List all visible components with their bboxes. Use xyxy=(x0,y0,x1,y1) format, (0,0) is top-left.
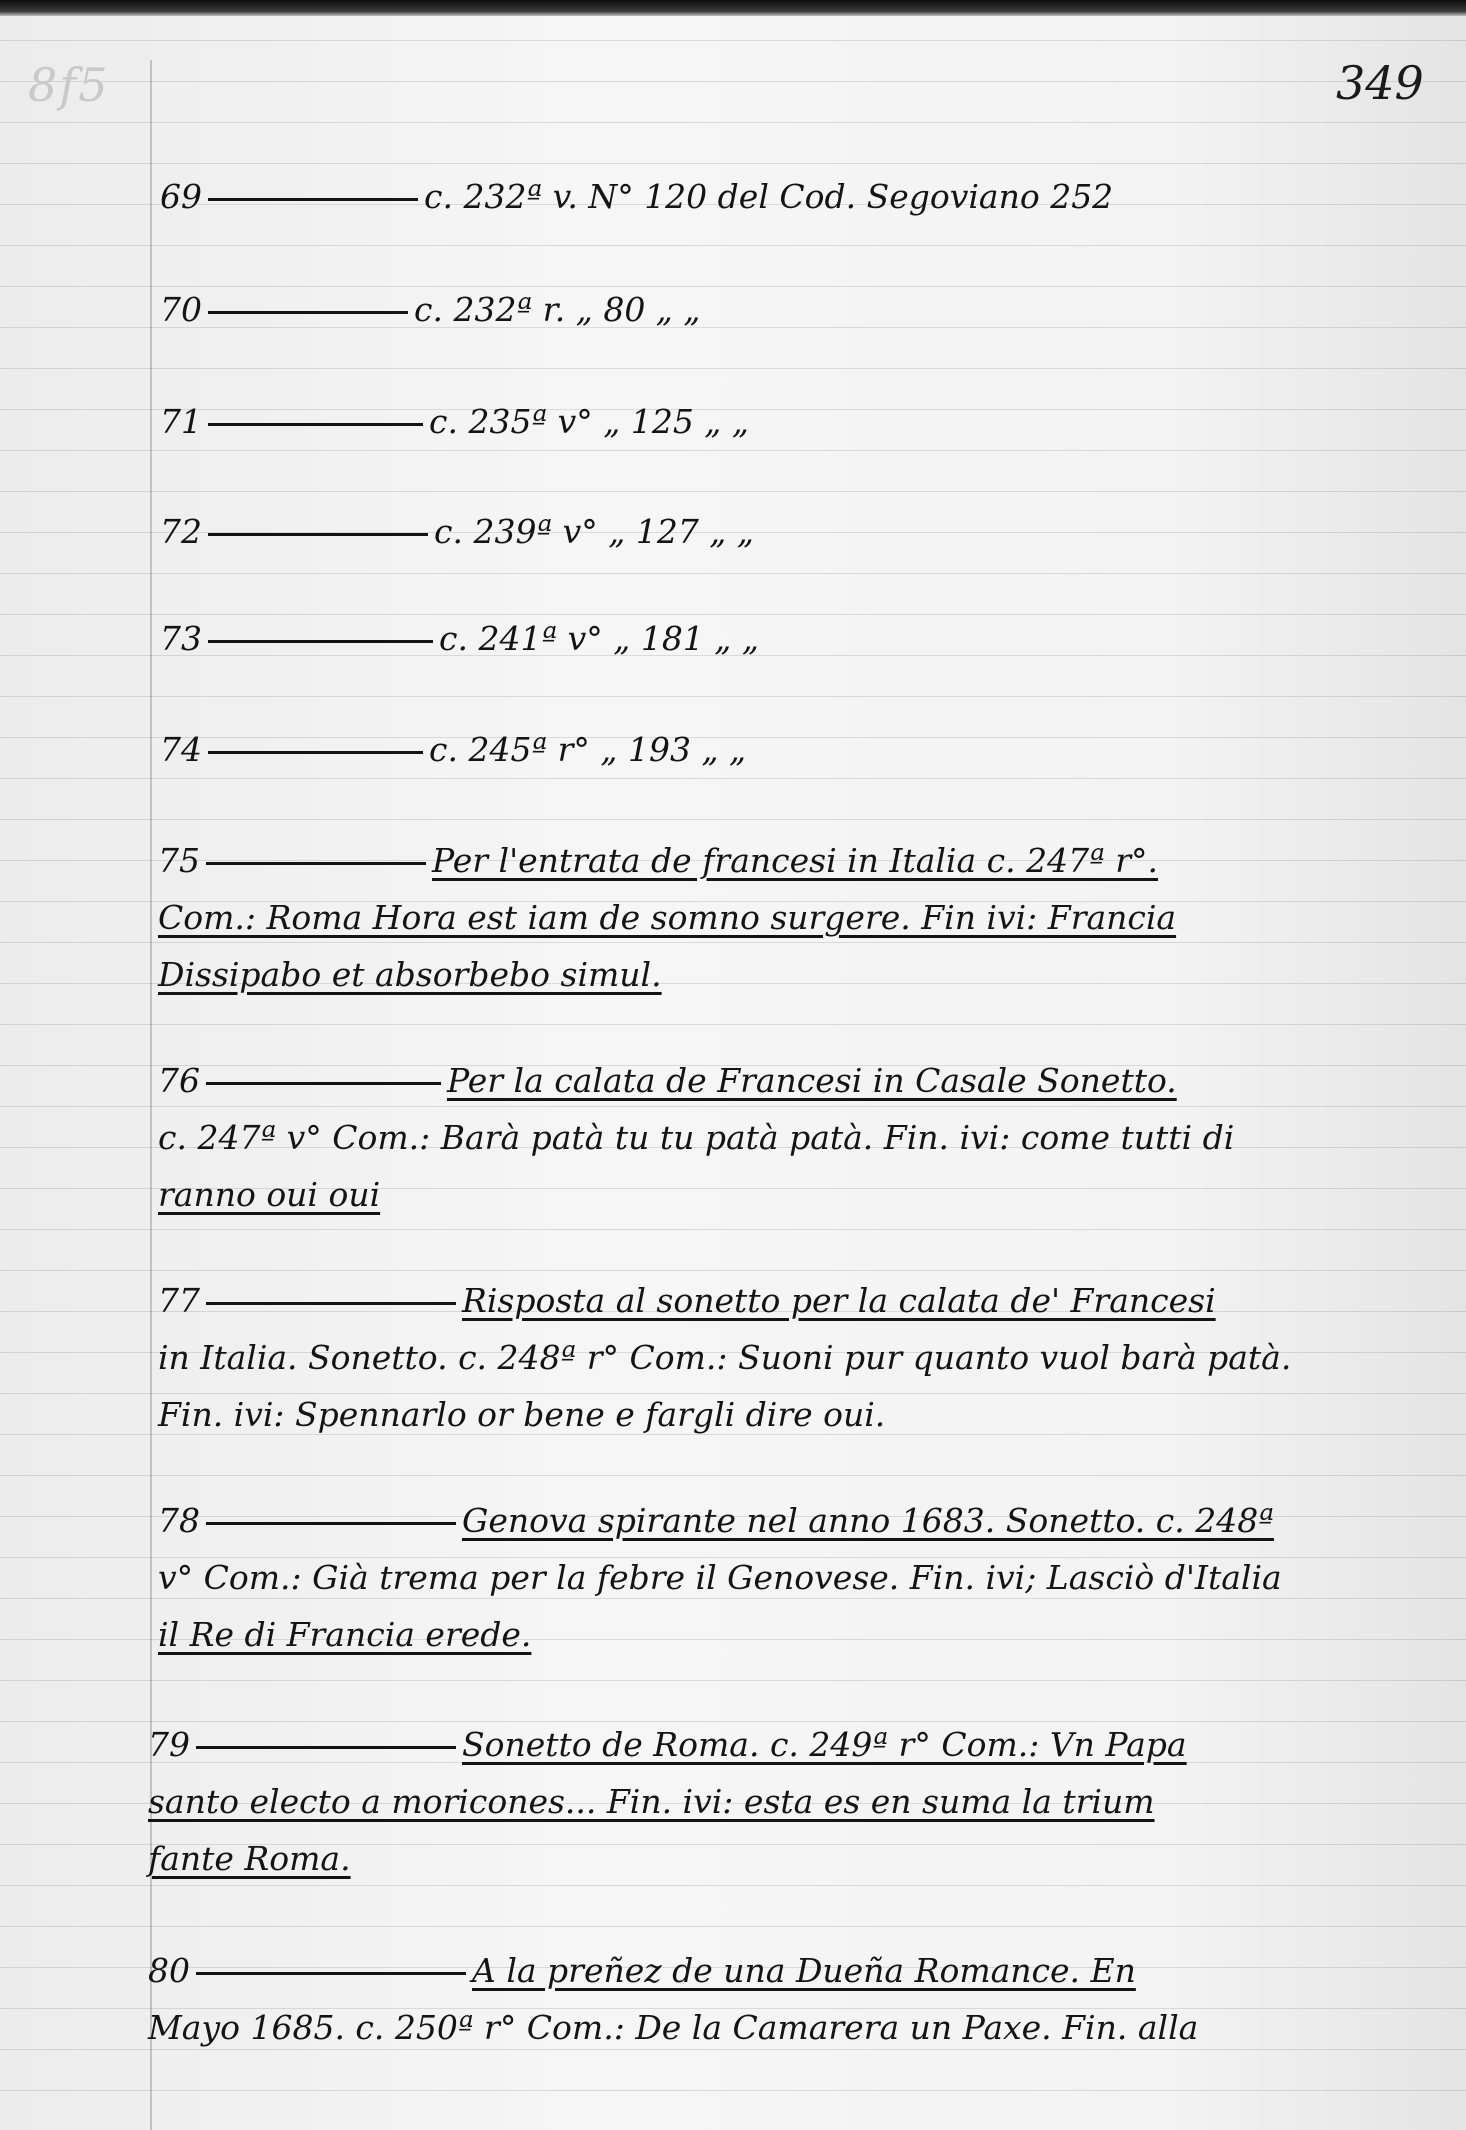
dash-rule xyxy=(206,1302,456,1305)
entry-number: 76 xyxy=(158,1061,200,1100)
dash-rule xyxy=(208,640,433,643)
scan-edge xyxy=(0,0,1466,16)
entry-text: c. 235ª v° „ 125 „ „ xyxy=(429,402,749,441)
entry-line: santo electo a moricones... Fin. ivi: esta es en suma la trium xyxy=(148,1782,1155,1821)
entry-text: c. 239ª v° „ 127 „ „ xyxy=(434,512,754,551)
entry-text: c. 245ª r° „ 193 „ „ xyxy=(429,730,747,769)
entry-70 xyxy=(160,290,701,329)
dash-rule xyxy=(206,862,426,865)
dash-rule xyxy=(196,1972,466,1975)
entry-75 xyxy=(158,832,1176,1003)
dash-rule xyxy=(208,751,423,754)
entry-number: 74 xyxy=(160,730,202,769)
dash-rule xyxy=(208,198,418,201)
entry-line: Sonetto de Roma. c. 249ª r° Com.: Vn Papa xyxy=(462,1725,1187,1764)
entry-number: 72 xyxy=(160,512,202,551)
entry-text: c. 241ª v° „ 181 „ „ xyxy=(439,619,759,658)
entry-line: Mayo 1685. c. 250ª r° Com.: De la Camarera un Paxe. Fin. alla xyxy=(148,2008,1199,2047)
entry-number: 73 xyxy=(160,619,202,658)
entry-line: ranno oui oui xyxy=(158,1175,381,1214)
entry-74 xyxy=(160,730,747,769)
entry-text: c. 232ª v. N° 120 del Cod. Segoviano 252 xyxy=(424,177,1114,216)
entry-76 xyxy=(158,1052,1234,1223)
dash-rule xyxy=(208,423,423,426)
entry-line: Risposta al sonetto per la calata de' Francesi xyxy=(462,1281,1216,1320)
entry-line: Dissipabo et absorbebo simul. xyxy=(158,955,662,994)
entry-line: c. 247ª v° Com.: Barà patà tu tu patà patà. Fin. ivi: come tutti di xyxy=(158,1118,1235,1157)
dash-rule xyxy=(208,311,408,314)
entry-line: v° Com.: Già trema per la febre il Genovese. Fin. ivi; Lasciò d'Italia xyxy=(158,1558,1282,1597)
entry-line: Fin. ivi: Spennarlo or bene e fargli dire oui. xyxy=(158,1395,886,1434)
entry-line: in Italia. Sonetto. c. 248ª r° Com.: Suoni pur quanto vuol barà patà. xyxy=(158,1338,1292,1377)
entry-text: c. 232ª r. „ 80 „ „ xyxy=(414,290,701,329)
entry-line: Genova spirante nel anno 1683. Sonetto. c. 248ª xyxy=(462,1501,1274,1540)
entry-number: 78 xyxy=(158,1501,200,1540)
entry-number: 80 xyxy=(148,1951,190,1990)
entry-73 xyxy=(160,619,759,658)
entry-line: fante Roma. xyxy=(148,1839,351,1878)
entry-71 xyxy=(160,402,749,441)
entry-77 xyxy=(158,1272,1291,1443)
entry-line: Per l'entrata de francesi in Italia c. 247ª r°. xyxy=(432,841,1159,880)
dash-rule xyxy=(208,533,428,536)
entry-79 xyxy=(148,1716,1187,1887)
entry-80 xyxy=(148,1942,1198,2056)
entry-line: Per la calata de Francesi in Casale Sonetto. xyxy=(447,1061,1177,1100)
entry-number: 79 xyxy=(148,1725,190,1764)
entry-number: 75 xyxy=(158,841,200,880)
entry-69 xyxy=(160,177,1114,216)
entry-72 xyxy=(160,512,754,551)
dash-rule xyxy=(206,1082,441,1085)
dash-rule xyxy=(196,1746,456,1749)
entry-line: A la preñez de una Dueña Romance. En xyxy=(472,1951,1136,1990)
dash-rule xyxy=(206,1522,456,1525)
entry-78 xyxy=(158,1492,1282,1663)
entry-number: 69 xyxy=(160,177,202,216)
entry-number: 71 xyxy=(160,402,202,441)
archive-stamp: 8f5 xyxy=(28,58,110,112)
entry-number: 70 xyxy=(160,290,202,329)
entry-line: il Re di Francia erede. xyxy=(158,1615,532,1654)
page-number: 349 xyxy=(1336,56,1424,110)
entry-number: 77 xyxy=(158,1281,200,1320)
entry-line: Com.: Roma Hora est iam de somno surgere. Fin ivi: Francia xyxy=(158,898,1177,937)
